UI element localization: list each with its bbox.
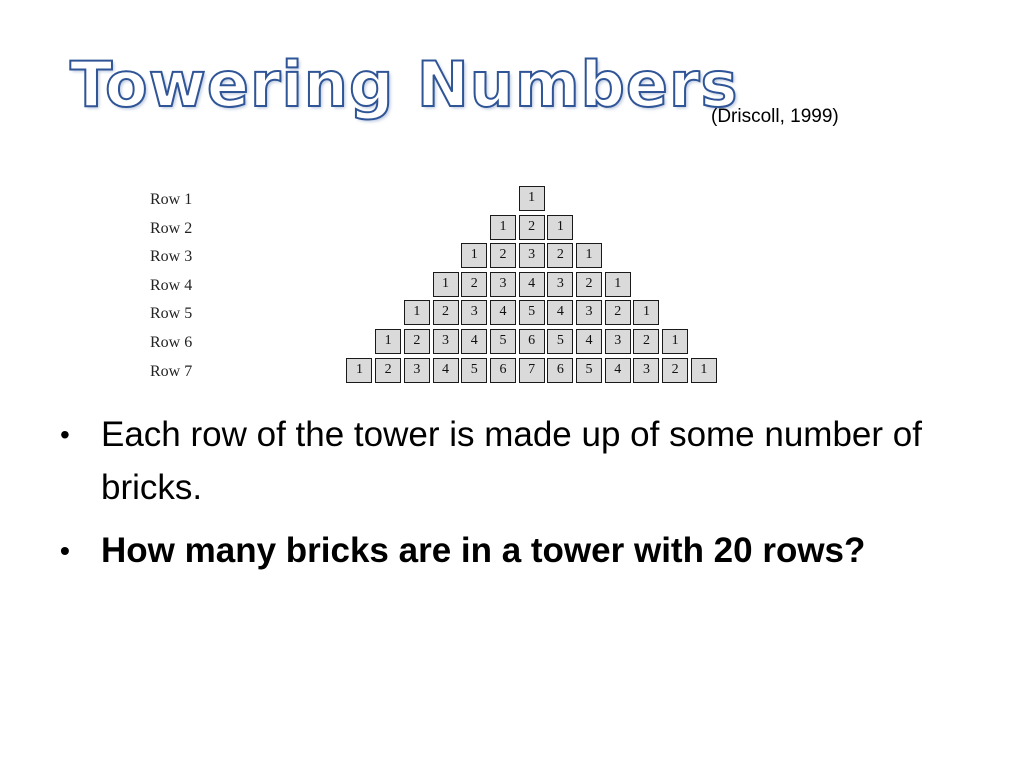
brick: 1 xyxy=(375,329,401,354)
brick: 2 xyxy=(576,272,602,297)
row-label: Row 2 xyxy=(150,219,193,237)
brick: 2 xyxy=(605,300,631,325)
bullet-item-2 xyxy=(58,524,958,577)
brick: 3 xyxy=(547,272,573,297)
brick: 3 xyxy=(490,272,516,297)
brick: 4 xyxy=(461,329,487,354)
brick: 3 xyxy=(605,329,631,354)
brick: 2 xyxy=(404,329,430,354)
brick: 1 xyxy=(605,272,631,297)
brick: 6 xyxy=(519,329,545,354)
bullet-icon: • xyxy=(60,535,70,566)
brick: 3 xyxy=(633,358,659,383)
brick: 2 xyxy=(662,358,688,383)
brick: 2 xyxy=(461,272,487,297)
brick: 1 xyxy=(576,243,602,268)
brick: 4 xyxy=(547,300,573,325)
bullet-icon: • xyxy=(60,419,70,450)
brick: 2 xyxy=(633,329,659,354)
brick: 1 xyxy=(490,215,516,240)
brick: 3 xyxy=(519,243,545,268)
brick: 3 xyxy=(404,358,430,383)
brick: 2 xyxy=(547,243,573,268)
brick: 2 xyxy=(433,300,459,325)
bullet-list xyxy=(58,408,958,587)
brick: 1 xyxy=(547,215,573,240)
brick: 3 xyxy=(433,329,459,354)
brick: 2 xyxy=(490,243,516,268)
brick: 1 xyxy=(662,329,688,354)
brick: 4 xyxy=(433,358,459,383)
bullet-text-1: Each row of the tower is made up of some number of bricks. xyxy=(101,415,922,507)
row-label: Row 1 xyxy=(150,191,193,208)
brick: 5 xyxy=(461,358,487,383)
brick: 5 xyxy=(490,329,516,354)
brick: 2 xyxy=(519,215,545,240)
brick: 1 xyxy=(691,358,717,383)
brick: 5 xyxy=(576,358,602,383)
row-label: Row 5 xyxy=(150,305,193,323)
row-label: Row 6 xyxy=(150,334,193,351)
brick: 1 xyxy=(461,243,487,268)
brick: 3 xyxy=(461,300,487,325)
citation: (Driscoll, 1999) xyxy=(711,106,839,127)
bullet-item-1 xyxy=(58,408,958,514)
brick: 4 xyxy=(490,300,516,325)
tower-figure xyxy=(140,180,740,395)
brick: 7 xyxy=(519,358,545,383)
brick: 1 xyxy=(519,186,545,211)
row-label: Row 7 xyxy=(150,362,193,380)
brick: 1 xyxy=(346,358,372,383)
brick: 1 xyxy=(404,300,430,325)
brick: 3 xyxy=(576,300,602,325)
slide-title: Towering Numbers xyxy=(70,48,739,121)
brick: 4 xyxy=(605,358,631,383)
bullet-text-2: How many bricks are in a tower with 20 rows? xyxy=(101,531,866,570)
brick: 1 xyxy=(433,272,459,297)
brick: 5 xyxy=(547,329,573,354)
row-label: Row 4 xyxy=(150,276,193,294)
brick: 6 xyxy=(490,358,516,383)
brick: 6 xyxy=(547,358,573,383)
brick: 2 xyxy=(375,358,401,383)
row-label: Row 3 xyxy=(150,248,193,266)
brick: 5 xyxy=(519,300,545,325)
brick: 1 xyxy=(633,300,659,325)
brick: 4 xyxy=(519,272,545,297)
brick: 4 xyxy=(576,329,602,354)
